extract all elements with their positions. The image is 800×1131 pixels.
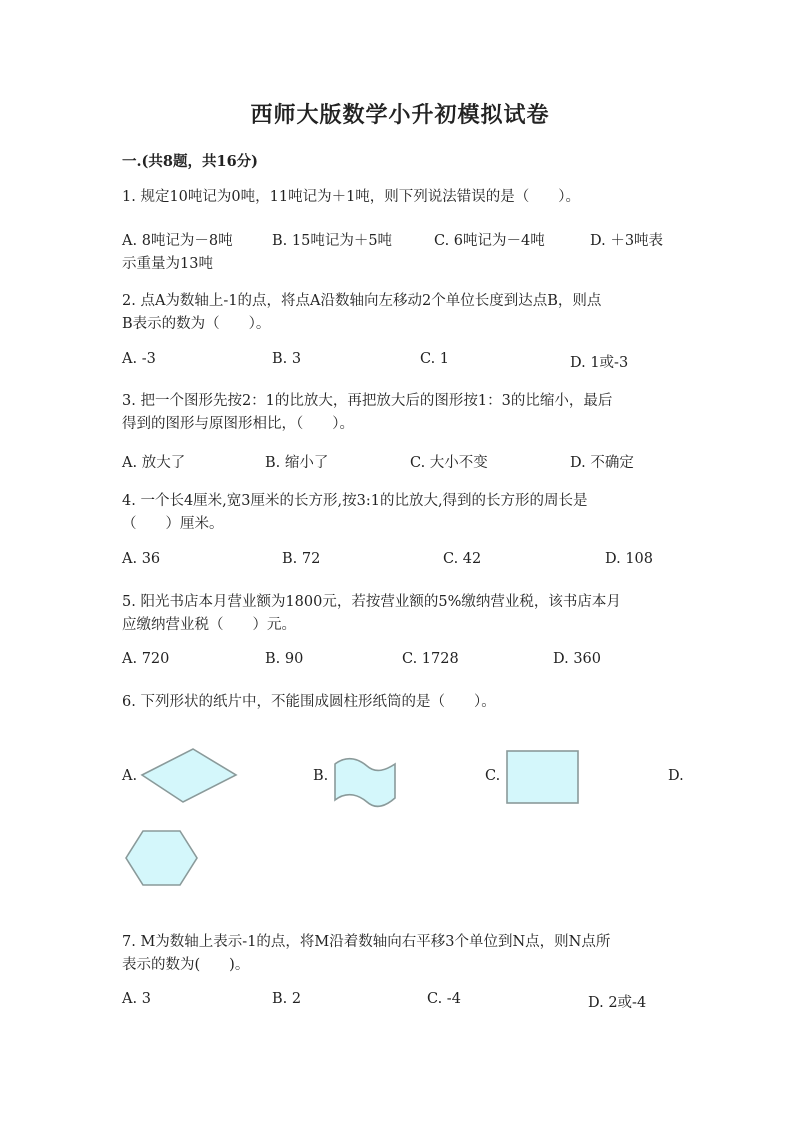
question-5-stem-line1: 5. 阳光书店本月营业额为1800元，若按营业额的5%缴纳营业税，该书店本月 [122, 594, 621, 610]
q4-option-d: D. 108 [605, 551, 654, 567]
q7-option-b: B. 2 [272, 991, 302, 1007]
q4-option-b: B. 72 [282, 551, 321, 567]
q4-option-c: C. 42 [443, 551, 482, 567]
question-5-stem-line2: 应缴纳营业税（ ）元。 [122, 617, 296, 633]
q1-option-c: C. 6吨记为－4吨 [434, 233, 545, 249]
q2-option-c: C. 1 [420, 351, 450, 367]
question-2-stem-line2: B表示的数为（ ）。 [122, 316, 271, 332]
q6-option-c: C. [485, 768, 501, 784]
question-2-stem-line1: 2. 点A为数轴上-1的点，将点A沿数轴向左移动2个单位长度到达点B，则点 [122, 293, 602, 309]
q1-option-b: B. 15吨记为＋5吨 [272, 233, 393, 249]
rhombus-shape [139, 746, 239, 806]
q3-option-b: B. 缩小了 [265, 455, 329, 471]
q2-option-b: B. 3 [272, 351, 302, 367]
question-1-stem: 1. 规定10吨记为0吨，11吨记为＋1吨，则下列说法错误的是（ ）。 [122, 189, 581, 205]
q7-option-d: D. 2或-4 [588, 995, 647, 1011]
q5-option-a: A. 720 [122, 651, 170, 667]
q3-option-d: D. 不确定 [570, 455, 634, 471]
q1-option-d-continuation: 示重量为13吨 [122, 256, 213, 272]
q1-option-a: A. 8吨记为－8吨 [122, 233, 233, 249]
q6-option-a: A. [122, 768, 138, 784]
question-7-stem-line1: 7. M为数轴上表示-1的点，将M沿着数轴向右平移3个单位到N点，则N点所 [122, 934, 611, 950]
page-title: 西师大版数学小升初模拟试卷 [250, 102, 550, 128]
q5-option-d: D. 360 [553, 651, 602, 667]
q7-option-a: A. 3 [122, 991, 151, 1007]
hexagon-shape [124, 828, 200, 888]
section-heading: 一.(共8题，共16分) [122, 153, 259, 170]
question-3-stem-line2: 得到的图形与原图形相比，（ ）。 [122, 416, 354, 432]
q6-option-d: D. [668, 768, 684, 784]
q6-option-b: B. [313, 768, 329, 784]
question-4-stem-line2: （ ）厘米。 [122, 516, 224, 532]
question-6-stem: 6. 下列形状的纸片中，不能围成圆柱形纸筒的是（ ）。 [122, 694, 496, 710]
q4-option-a: A. 36 [122, 551, 161, 567]
rectangle-shape [505, 749, 581, 805]
question-4-stem-line1: 4. 一个长4厘米,宽3厘米的长方形,按3:1的比放大,得到的长方形的周长是 [122, 493, 588, 509]
q5-option-c: C. 1728 [402, 651, 459, 667]
q2-option-a: A. -3 [122, 351, 156, 367]
q3-option-a: A. 放大了 [122, 455, 186, 471]
q5-option-b: B. 90 [265, 651, 304, 667]
question-1 [122, 186, 678, 209]
q1-option-d: D. ＋3吨表 [590, 233, 664, 249]
q2-option-d: D. 1或-3 [570, 355, 629, 371]
question-3-stem-line1: 3. 把一个图形先按2：1的比放大，再把放大后的图形按1：3的比缩小，最后 [122, 393, 613, 409]
q3-option-c: C. 大小不变 [410, 455, 488, 471]
wavy-rectangle-shape [332, 756, 398, 810]
q7-option-c: C. -4 [427, 991, 461, 1007]
question-7-stem-line2: 表示的数为( )。 [122, 957, 250, 973]
